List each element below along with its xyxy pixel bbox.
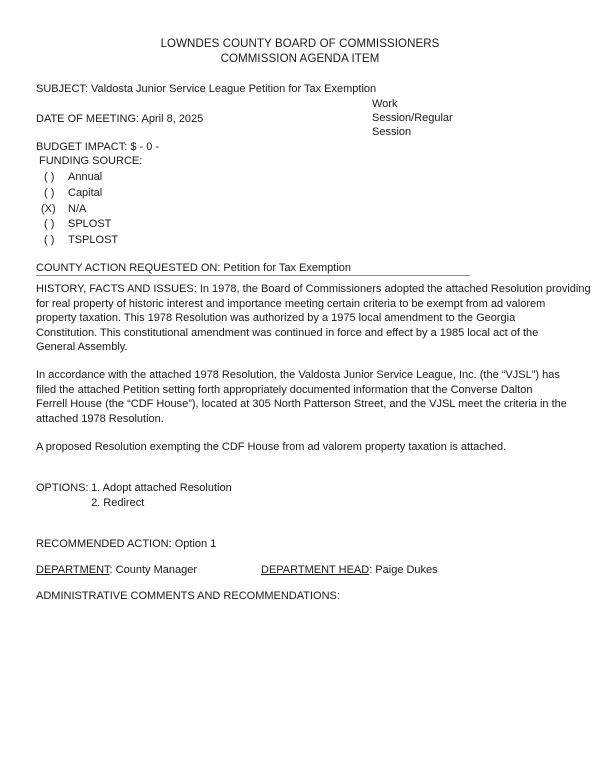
funding-option-capital	[44, 186, 118, 202]
paragraph-line: In accordance with the attached 1978 Resolution, the Valdosta Junior Service League, Inc. (the “VJSL”) has	[36, 369, 560, 381]
administrative-comments: ADMINISTRATIVE COMMENTS AND RECOMMENDATIONS:	[36, 590, 340, 602]
department-head-value: : Paige Dukes	[369, 564, 438, 576]
funding-option-label: Capital	[68, 186, 103, 199]
funding-source-label: FUNDING SOURCE:	[39, 155, 143, 167]
funding-option-label: SPLOST	[68, 218, 112, 231]
session-line: Session/Regular	[372, 112, 453, 124]
checkbox-mark: ( )	[44, 234, 55, 247]
funding-source-list	[41, 170, 119, 249]
session-type	[372, 97, 453, 139]
funding-option-tsplost	[44, 233, 118, 249]
options-label: OPTIONS:	[36, 482, 89, 494]
paragraph-line: General Assembly.	[36, 341, 128, 353]
paragraph-line: HISTORY, FACTS AND ISSUES: In 1978, the Board of Commissioners adopted the attached Resolution providing	[36, 283, 591, 295]
proposed-resolution-note: A proposed Resolution exempting the CDF House from ad valorem property taxation is attached.	[36, 441, 507, 453]
checkbox-mark-checked: (X)	[41, 202, 56, 215]
checkbox-mark: ( )	[44, 186, 55, 199]
paragraph-line: filed the attached Petition setting forth appropriately documented information that the Converse Dalton	[36, 383, 533, 396]
accordance-paragraph	[36, 368, 576, 426]
department-label: DEPARTMENT	[36, 564, 110, 576]
paragraph-line: property taxation. This 1978 Resolution was authorized by a 1975 local amendment to the Georgia	[36, 312, 516, 324]
funding-option-label: N/A	[68, 202, 87, 215]
history-facts-issues	[36, 282, 591, 355]
header-agenda-item: COMMISSION AGENDA ITEM	[220, 52, 380, 65]
funding-option-label: Annual	[68, 171, 103, 183]
county-action-requested: COUNTY ACTION REQUESTED ON: Petition for Tax Exemption	[36, 262, 352, 274]
document-header	[0, 37, 600, 66]
funding-option-label: TSPLOST	[68, 234, 119, 247]
option-item: 2. Redirect	[91, 496, 145, 509]
paragraph-line: for real property of historic interest and importance meeting certain criteria to be exempt from ad valorem	[36, 297, 546, 310]
subject-line: SUBJECT: Valdosta Junior Service League Petition for Tax Exemption	[36, 83, 377, 95]
paragraph-line: Constitution. This constitutional amendment was continued in force and effect by a 1985 local act of the	[36, 326, 539, 339]
recommended-action: RECOMMENDED ACTION: Option 1	[36, 538, 217, 550]
paragraph-line: Ferrell House (the “CDF House”), located at 305 North Patterson Street, and the VJSL meet the criteria in the	[36, 398, 567, 410]
department-head-label: DEPARTMENT HEAD	[261, 564, 370, 576]
checkbox-mark: ( )	[44, 171, 55, 183]
session-line: Work	[372, 98, 398, 110]
session-line: Session	[372, 126, 412, 138]
header-board-name: LOWNDES COUNTY BOARD OF COMMISSIONERS	[160, 38, 440, 50]
option-item: 1. Adopt attached Resolution	[91, 482, 232, 494]
department-head	[261, 563, 438, 578]
paragraph-line: attached 1978 Resolution.	[36, 412, 164, 425]
meeting-date: DATE OF MEETING: April 8, 2025	[36, 113, 204, 125]
options-block	[36, 481, 232, 510]
checkbox-mark: ( )	[44, 218, 55, 231]
budget-impact: BUDGET IMPACT: $ - 0 -	[36, 141, 160, 153]
funding-option-annual	[44, 170, 118, 186]
funding-option-splost	[44, 217, 118, 233]
funding-option-na	[41, 202, 118, 218]
horizontal-rule	[36, 275, 470, 276]
department-value: : County Manager	[109, 564, 197, 576]
department	[36, 563, 197, 578]
